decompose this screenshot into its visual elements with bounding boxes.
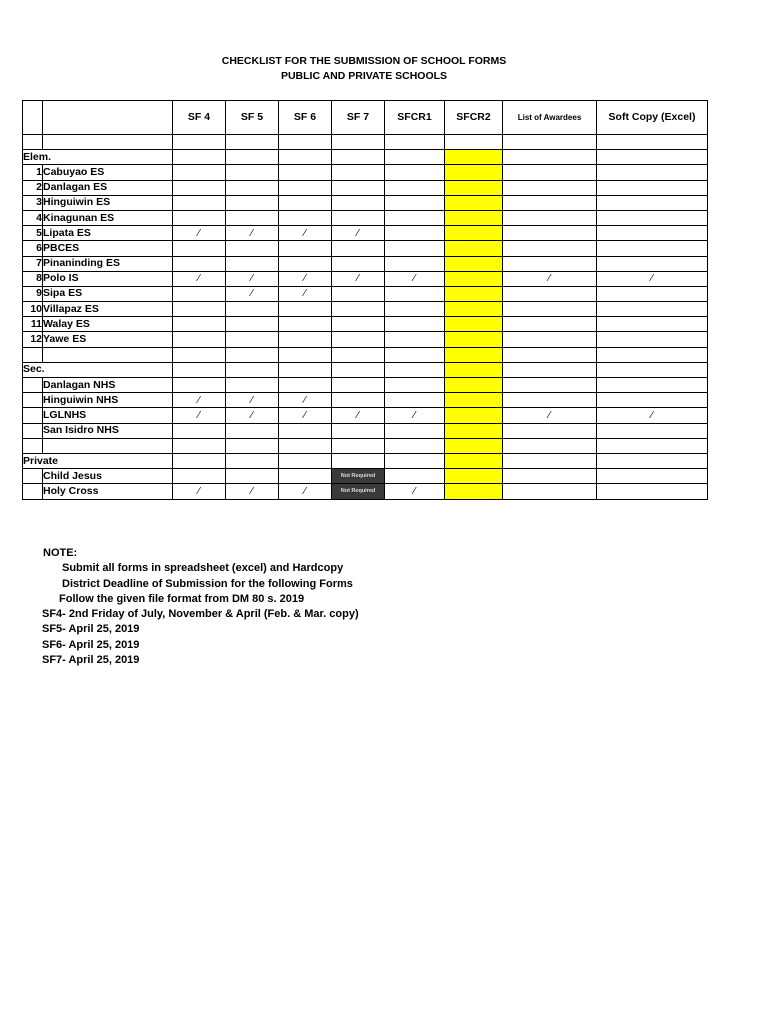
school-name: San Isidro NHS	[43, 423, 173, 438]
check-mark-icon: ⁄	[279, 393, 332, 408]
cell-sf6	[279, 135, 332, 150]
cell-sf5	[226, 362, 279, 377]
school-row	[23, 408, 708, 423]
cell-sf7	[332, 256, 385, 271]
cell-sfcr1	[385, 195, 445, 210]
cell-sf7	[332, 241, 385, 256]
cell-sfcr2	[445, 241, 503, 256]
cell-sf6	[279, 423, 332, 438]
cell-sf4	[173, 302, 226, 317]
cell-sf6	[279, 332, 332, 347]
cell-sf5	[226, 150, 279, 165]
checklist-table	[22, 100, 708, 500]
section-row	[23, 453, 708, 468]
cell-soft-copy	[597, 226, 708, 241]
cell-list-of-awardees	[503, 469, 597, 484]
cell-list-of-awardees	[503, 378, 597, 393]
cell-sf6	[279, 195, 332, 210]
cell-sf6	[279, 210, 332, 225]
row-number: 5	[23, 226, 43, 241]
school-row	[23, 378, 708, 393]
cell-sf7	[332, 165, 385, 180]
school-name: Kinagunan ES	[43, 210, 173, 225]
cell-sf7	[332, 438, 385, 453]
cell-sf7	[332, 332, 385, 347]
cell-sfcr2	[445, 484, 503, 499]
cell-sf7	[332, 347, 385, 362]
cell-sf7	[332, 362, 385, 377]
cell-sf4	[173, 332, 226, 347]
cell-sf5	[226, 180, 279, 195]
note-line: Follow the given file format from DM 80 s. 2019	[59, 592, 305, 605]
cell-soft-copy	[597, 438, 708, 453]
cell-list-of-awardees	[503, 453, 597, 468]
cell-sf5	[226, 438, 279, 453]
school-row	[23, 484, 708, 499]
check-mark-icon: ⁄	[279, 286, 332, 301]
school-name: Pinaninding ES	[43, 256, 173, 271]
cell-sf5	[226, 241, 279, 256]
note-deadline-sf6: SF6- April 25, 2019	[42, 638, 140, 651]
cell-list-of-awardees	[503, 332, 597, 347]
cell-sf6	[279, 453, 332, 468]
cell-sfcr2	[445, 256, 503, 271]
row-number: 10	[23, 302, 43, 317]
cell-soft-copy	[597, 165, 708, 180]
cell-soft-copy	[597, 135, 708, 150]
school-name: Lipata ES	[43, 226, 173, 241]
cell-sf7	[332, 150, 385, 165]
cell-sfcr1	[385, 423, 445, 438]
cell-sf4	[173, 195, 226, 210]
cell-soft-copy	[597, 286, 708, 301]
cell-sf4	[173, 256, 226, 271]
school-name: Yawe ES	[43, 332, 173, 347]
cell-sfcr1	[385, 256, 445, 271]
school-row	[23, 256, 708, 271]
school-row	[23, 271, 708, 286]
cell-sfcr1	[385, 347, 445, 362]
header-school-cell	[43, 101, 173, 135]
cell-soft-copy	[597, 393, 708, 408]
column-header-sf5: SF 5	[226, 101, 279, 135]
cell-sf5	[226, 469, 279, 484]
row-number: 12	[23, 332, 43, 347]
row-number	[23, 378, 43, 393]
check-mark-icon: ⁄	[279, 271, 332, 286]
blank-row	[23, 347, 708, 362]
cell-sfcr1	[385, 378, 445, 393]
cell-sf4	[173, 150, 226, 165]
check-mark-icon: ⁄	[279, 408, 332, 423]
row-number: 6	[23, 241, 43, 256]
school-name: Walay ES	[43, 317, 173, 332]
cell-sfcr1	[385, 332, 445, 347]
cell-list-of-awardees	[503, 393, 597, 408]
note-line: District Deadline of Submission for the following Forms	[62, 577, 353, 590]
cell-list-of-awardees	[503, 347, 597, 362]
column-header-sf6: SF 6	[279, 101, 332, 135]
school-name: PBCES	[43, 241, 173, 256]
cell-sf7	[332, 286, 385, 301]
cell-list-of-awardees	[503, 165, 597, 180]
cell-soft-copy	[597, 302, 708, 317]
cell-sfcr2	[445, 469, 503, 484]
school-name: LGLNHS	[43, 408, 173, 423]
school-row	[23, 226, 708, 241]
school-row	[23, 393, 708, 408]
school-name: Polo IS	[43, 271, 173, 286]
cell-sfcr2	[445, 165, 503, 180]
school-row	[23, 210, 708, 225]
cell-sf4	[173, 317, 226, 332]
blank-row	[23, 135, 708, 150]
cell-sf7	[332, 378, 385, 393]
cell-sf6	[279, 256, 332, 271]
school-row	[23, 195, 708, 210]
school-row	[23, 180, 708, 195]
cell-sf4	[173, 469, 226, 484]
cell-soft-copy	[597, 423, 708, 438]
cell-sf5	[226, 347, 279, 362]
cell-sfcr1	[385, 302, 445, 317]
check-mark-icon: ⁄	[226, 226, 279, 241]
school-name	[43, 347, 173, 362]
check-mark-icon: ⁄	[226, 393, 279, 408]
cell-soft-copy	[597, 256, 708, 271]
school-row	[23, 165, 708, 180]
school-name: Holy Cross	[43, 484, 173, 499]
row-number	[23, 347, 43, 362]
cell-list-of-awardees	[503, 210, 597, 225]
cell-sfcr2	[445, 286, 503, 301]
column-header-sfcr1: SFCR1	[385, 101, 445, 135]
column-header-sf7: SF 7	[332, 101, 385, 135]
cell-sfcr2	[445, 378, 503, 393]
check-mark-icon: ⁄	[597, 271, 708, 286]
school-row	[23, 241, 708, 256]
check-mark-icon: ⁄	[173, 393, 226, 408]
school-name: Sipa ES	[43, 286, 173, 301]
school-name: Danlagan NHS	[43, 378, 173, 393]
note-heading: NOTE:	[43, 547, 78, 559]
cell-sf4	[173, 438, 226, 453]
cell-sf4	[173, 165, 226, 180]
cell-list-of-awardees	[503, 195, 597, 210]
cell-sfcr2	[445, 453, 503, 468]
cell-sf4	[173, 347, 226, 362]
cell-soft-copy	[597, 469, 708, 484]
cell-sfcr1	[385, 453, 445, 468]
school-row	[23, 332, 708, 347]
check-mark-icon: ⁄	[332, 226, 385, 241]
row-number: 2	[23, 180, 43, 195]
column-header-soft-copy: Soft Copy (Excel)	[597, 101, 708, 135]
school-row	[23, 302, 708, 317]
cell-soft-copy	[597, 150, 708, 165]
check-mark-icon: ⁄	[503, 408, 597, 423]
cell-sf5	[226, 195, 279, 210]
school-name: Villapaz ES	[43, 302, 173, 317]
not-required-badge: Not Required	[332, 469, 385, 484]
cell-sfcr1	[385, 210, 445, 225]
column-header-list-of-awardees: List of Awardees	[503, 101, 597, 135]
cell-sf6	[279, 150, 332, 165]
check-mark-icon: ⁄	[332, 271, 385, 286]
cell-sf7	[332, 453, 385, 468]
cell-sfcr2	[445, 302, 503, 317]
cell-list-of-awardees	[503, 226, 597, 241]
row-number	[23, 135, 43, 150]
cell-sfcr2	[445, 362, 503, 377]
note-block	[43, 546, 359, 668]
check-mark-icon: ⁄	[597, 408, 708, 423]
cell-list-of-awardees	[503, 150, 597, 165]
check-mark-icon: ⁄	[279, 484, 332, 499]
cell-sfcr2	[445, 180, 503, 195]
cell-list-of-awardees	[503, 256, 597, 271]
cell-soft-copy	[597, 453, 708, 468]
check-mark-icon: ⁄	[226, 408, 279, 423]
school-name	[43, 135, 173, 150]
cell-soft-copy	[597, 195, 708, 210]
cell-sfcr1	[385, 469, 445, 484]
cell-sf5	[226, 332, 279, 347]
cell-sf7	[332, 195, 385, 210]
section-row	[23, 362, 708, 377]
note-deadline-sf5: SF5- April 25, 2019	[42, 623, 140, 636]
cell-sf6	[279, 469, 332, 484]
school-row	[23, 423, 708, 438]
school-row	[23, 286, 708, 301]
cell-sfcr2	[445, 210, 503, 225]
section-label: Elem.	[23, 150, 173, 165]
section-row	[23, 150, 708, 165]
document-subtitle: PUBLIC AND PRIVATE SCHOOLS	[280, 70, 448, 82]
cell-sf7	[332, 317, 385, 332]
cell-sf5	[226, 453, 279, 468]
cell-list-of-awardees	[503, 484, 597, 499]
check-mark-icon: ⁄	[226, 271, 279, 286]
cell-sf7	[332, 423, 385, 438]
cell-list-of-awardees	[503, 438, 597, 453]
check-mark-icon: ⁄	[173, 271, 226, 286]
cell-sf6	[279, 241, 332, 256]
cell-list-of-awardees	[503, 302, 597, 317]
column-header-sfcr2: SFCR2	[445, 101, 503, 135]
cell-sfcr2	[445, 408, 503, 423]
cell-sf7	[332, 393, 385, 408]
cell-sf5	[226, 210, 279, 225]
cell-sfcr1	[385, 226, 445, 241]
cell-soft-copy	[597, 180, 708, 195]
cell-sfcr1	[385, 286, 445, 301]
checklist-body	[23, 101, 708, 500]
check-mark-icon: ⁄	[385, 484, 445, 499]
cell-soft-copy	[597, 317, 708, 332]
cell-sfcr1	[385, 241, 445, 256]
cell-soft-copy	[597, 332, 708, 347]
cell-sfcr2	[445, 347, 503, 362]
cell-sf4	[173, 180, 226, 195]
check-mark-icon: ⁄	[173, 484, 226, 499]
school-name	[43, 438, 173, 453]
row-number: 11	[23, 317, 43, 332]
school-row	[23, 317, 708, 332]
cell-list-of-awardees	[503, 135, 597, 150]
cell-list-of-awardees	[503, 241, 597, 256]
cell-sf6	[279, 165, 332, 180]
cell-sf6	[279, 438, 332, 453]
row-number	[23, 438, 43, 453]
not-required-badge: Not Required	[332, 484, 385, 499]
cell-sf5	[226, 135, 279, 150]
check-mark-icon: ⁄	[385, 408, 445, 423]
check-mark-icon: ⁄	[385, 271, 445, 286]
section-label: Sec.	[23, 362, 173, 377]
header-num-cell	[23, 101, 43, 135]
cell-soft-copy	[597, 484, 708, 499]
cell-sfcr2	[445, 135, 503, 150]
cell-sf4	[173, 210, 226, 225]
cell-sf6	[279, 378, 332, 393]
cell-sf7	[332, 302, 385, 317]
cell-soft-copy	[597, 347, 708, 362]
school-name: Child Jesus	[43, 469, 173, 484]
cell-sf7	[332, 180, 385, 195]
section-label: Private	[23, 453, 173, 468]
cell-list-of-awardees	[503, 423, 597, 438]
header-row	[23, 101, 708, 135]
check-mark-icon: ⁄	[173, 408, 226, 423]
row-number	[23, 408, 43, 423]
cell-sfcr2	[445, 317, 503, 332]
cell-list-of-awardees	[503, 286, 597, 301]
cell-sfcr2	[445, 226, 503, 241]
cell-soft-copy	[597, 378, 708, 393]
cell-sfcr2	[445, 332, 503, 347]
cell-sfcr2	[445, 438, 503, 453]
cell-sf4	[173, 135, 226, 150]
row-number: 9	[23, 286, 43, 301]
cell-sf5	[226, 378, 279, 393]
row-number	[23, 469, 43, 484]
cell-sf6	[279, 317, 332, 332]
row-number	[23, 393, 43, 408]
school-name: Hinguiwin ES	[43, 195, 173, 210]
check-mark-icon: ⁄	[226, 484, 279, 499]
cell-sfcr2	[445, 271, 503, 286]
row-number	[23, 484, 43, 499]
school-row	[23, 469, 708, 484]
cell-sf4	[173, 423, 226, 438]
cell-list-of-awardees	[503, 180, 597, 195]
cell-sf7	[332, 210, 385, 225]
cell-sf6	[279, 180, 332, 195]
cell-sf5	[226, 256, 279, 271]
cell-sf4	[173, 362, 226, 377]
check-mark-icon: ⁄	[332, 408, 385, 423]
document-title: CHECKLIST FOR THE SUBMISSION OF SCHOOL FORMS	[221, 55, 507, 67]
check-mark-icon: ⁄	[503, 271, 597, 286]
note-line: Submit all forms in spreadsheet (excel) and Hardcopy	[62, 562, 344, 575]
cell-sfcr2	[445, 150, 503, 165]
cell-sfcr1	[385, 180, 445, 195]
row-number: 1	[23, 165, 43, 180]
row-number	[23, 423, 43, 438]
row-number: 3	[23, 195, 43, 210]
note-deadline-sf7: SF7- April 25, 2019	[42, 654, 140, 667]
check-mark-icon: ⁄	[173, 226, 226, 241]
cell-sfcr1	[385, 393, 445, 408]
school-name: Danlagan ES	[43, 180, 173, 195]
cell-sfcr1	[385, 165, 445, 180]
cell-sf4	[173, 378, 226, 393]
school-name: Hinguiwin NHS	[43, 393, 173, 408]
row-number: 7	[23, 256, 43, 271]
cell-sfcr2	[445, 195, 503, 210]
cell-sf5	[226, 423, 279, 438]
cell-sfcr2	[445, 393, 503, 408]
document-title-block	[0, 54, 728, 84]
cell-sf6	[279, 302, 332, 317]
note-deadline-sf4: SF4- 2nd Friday of July, November & April (Feb. & Mar. copy)	[42, 608, 359, 621]
check-mark-icon: ⁄	[226, 286, 279, 301]
cell-sfcr2	[445, 423, 503, 438]
cell-soft-copy	[597, 241, 708, 256]
cell-sf4	[173, 241, 226, 256]
cell-sfcr1	[385, 317, 445, 332]
column-header-sf4: SF 4	[173, 101, 226, 135]
check-mark-icon: ⁄	[279, 226, 332, 241]
blank-row	[23, 438, 708, 453]
cell-sfcr1	[385, 362, 445, 377]
cell-soft-copy	[597, 210, 708, 225]
cell-sf6	[279, 347, 332, 362]
row-number: 8	[23, 271, 43, 286]
cell-list-of-awardees	[503, 317, 597, 332]
row-number: 4	[23, 210, 43, 225]
cell-sf5	[226, 302, 279, 317]
cell-sfcr1	[385, 135, 445, 150]
cell-sf7	[332, 135, 385, 150]
cell-soft-copy	[597, 362, 708, 377]
cell-sfcr1	[385, 150, 445, 165]
cell-list-of-awardees	[503, 362, 597, 377]
cell-sf5	[226, 165, 279, 180]
school-name: Cabuyao ES	[43, 165, 173, 180]
cell-sf6	[279, 362, 332, 377]
cell-sfcr1	[385, 438, 445, 453]
cell-sf5	[226, 317, 279, 332]
cell-sf4	[173, 453, 226, 468]
cell-sf4	[173, 286, 226, 301]
